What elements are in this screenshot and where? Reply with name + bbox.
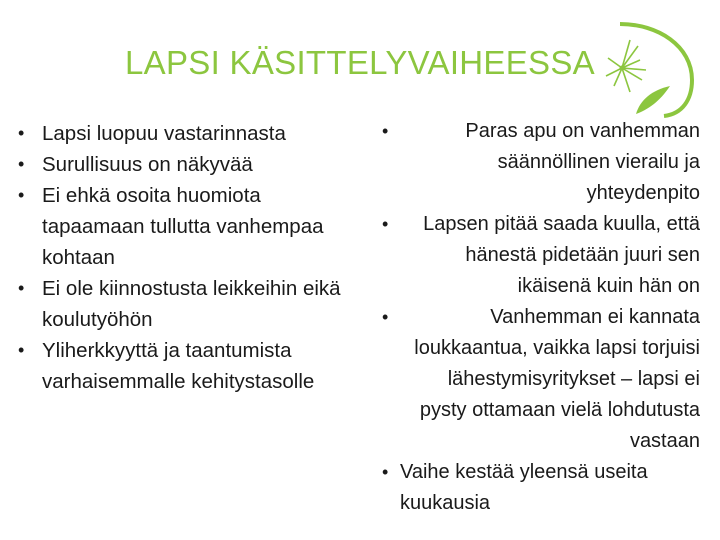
bullet-icon: • [18,340,25,360]
bullet-icon: • [18,123,25,143]
list-item [382,116,718,209]
slide-title: LAPSI KÄSITTELYVAIHEESSA [125,44,595,81]
bullet-icon: • [382,462,389,482]
list-item [18,149,358,180]
list-item [18,335,358,397]
list-item [18,180,358,273]
list-item [18,118,358,149]
list-item [382,302,718,457]
dandelion-seed-logo-icon [600,18,700,118]
bullet-icon: • [382,307,389,327]
list-item-text: Yliherkkyyttä ja taantumista varhaisemmalle kehitystasolle [42,339,315,393]
list-item-text: Vanhemman ei kannata loukkaantua, vaikka lapsi torjuisi lähestymisyritykset – lapsi ei pysty ottamaan vielä lohdutusta vastaan [414,306,700,452]
bullet-icon: • [18,185,25,205]
bullet-icon: • [18,278,25,298]
bullet-icon: • [18,154,25,174]
list-item [18,273,358,335]
list-item-text: Lapsen pitää saada kuulla, että hänestä pidetään juuri sen ikäisenä kuin hän on [423,213,700,297]
list-item [382,209,718,302]
list-item-text: Ei ehkä osoita huomiota tapaamaan tullutta vanhempaa kohtaan [42,184,324,269]
list-item-text: Paras apu on vanhemman säännöllinen vierailu ja yhteydenpito [465,120,700,204]
bullet-icon: • [382,214,389,234]
list-item-text: Ei ole kiinnostusta leikkeihin eikä koulutyöhön [42,277,341,331]
list-item-text: Surullisuus on näkyvää [42,153,253,176]
right-bullet-list [382,116,718,519]
bullet-icon: • [382,121,389,141]
list-item-text: Vaihe kestää yleensä useita kuukausia [400,461,648,514]
left-bullet-list [18,118,358,397]
list-item [382,457,718,519]
list-item-text: Lapsi luopuu vastarinnasta [42,122,286,145]
